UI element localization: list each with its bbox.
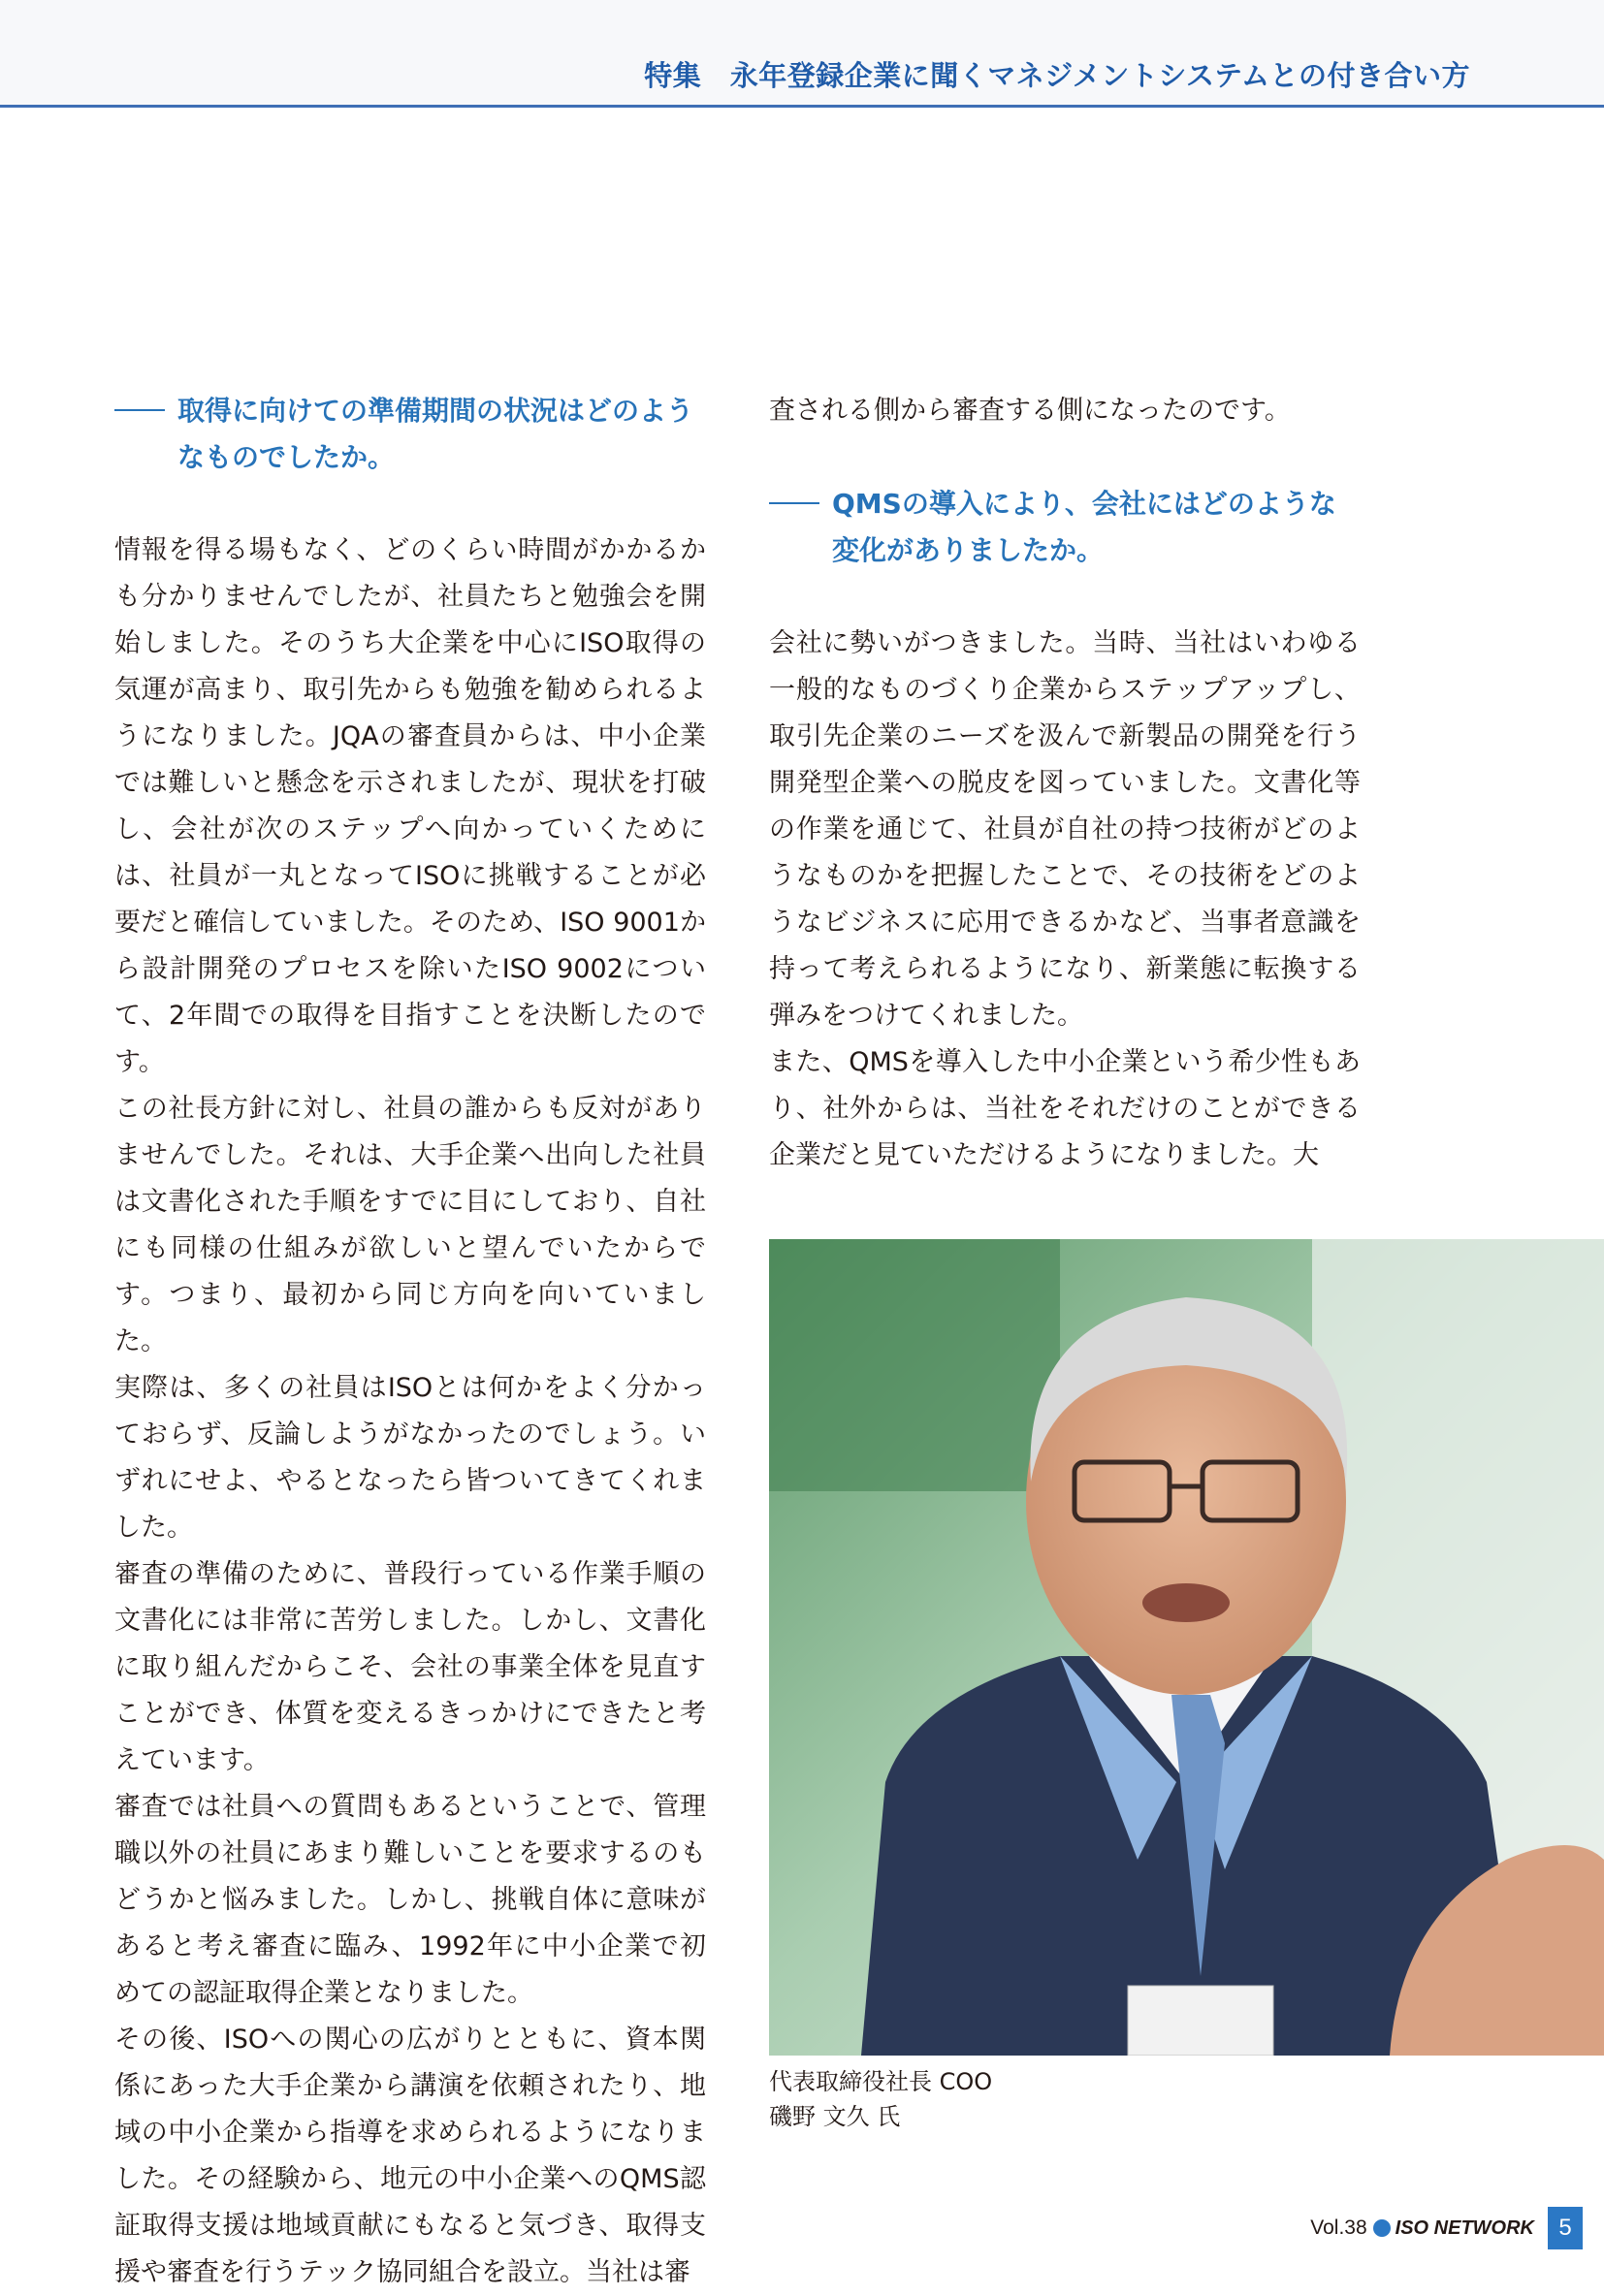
page-number: 5 — [1548, 2207, 1583, 2249]
question-text-1: 取得に向けての準備期間の状況はどのようなものでしたか。 — [177, 395, 694, 473]
spacer — [114, 481, 706, 527]
photo-caption — [769, 2064, 1254, 2134]
portrait-illustration — [769, 1239, 1604, 2056]
footer — [1310, 2207, 1583, 2249]
question-dash — [769, 502, 819, 504]
interview-question-1 — [114, 388, 706, 481]
left-column — [114, 388, 706, 2296]
paragraph: 審査の準備のために、普段行っている作業手順の文書化には非常に苦労しました。しかし、文書化に取り組んだからこそ、会社の事業全体を見直すことができ、体質を変えるきっかけにできたと考えています。 — [114, 1559, 706, 1775]
paragraph: その後、ISOへの関心の広がりとともに、資本関係にあった大手企業から講演を依頼されたり、地域の中小企業から指導を求められるようになりました。その経験から、地元の中小企業へのQMS認証取得支援は地域貢献にもなると気づき、取得支援や審査を行うテック協同組合を設立。当社は審 — [114, 2025, 706, 2287]
paragraph: 実際は、多くの社員はISOとは何かをよく分かっておらず、反論しようがなかったのでしょう。いずれにせよ、やるとなったら皆ついてきてくれました。 — [114, 1373, 706, 1543]
spacer — [769, 434, 1361, 481]
right-column — [769, 388, 1361, 1179]
caption-title: 代表取締役社長 COO — [769, 2068, 993, 2095]
continued-paragraph: 査される側から審査する側になったのです。 — [769, 396, 1291, 426]
footer-volume: Vol.38 — [1310, 2216, 1367, 2239]
paragraph: この社長方針に対し、社員の誰からも反対がありませんでした。それは、大手企業へ出向した社員は文書化された手順をすでに目にしており、自社にも同様の仕組みが欲しいと望んでいたからです。つまり、最初から同じ方向を向いていました。 — [114, 1094, 706, 1356]
interview-question-2 — [769, 481, 1361, 574]
portrait-photo — [769, 1239, 1604, 2056]
caption-name: 磯野 文久 氏 — [769, 2103, 901, 2130]
question-dash — [114, 409, 165, 411]
header-title: 特集 永年登録企業に聞くマネジメントシステムとの付き合い方 — [644, 59, 1470, 92]
bullet-icon — [1373, 2219, 1391, 2237]
paragraph: 審査では社員への質問もあるということで、管理職以外の社員にあまり難しいことを要求するのもどうかと悩みました。しかし、挑戦自体に意味があると考え審査に臨み、1992年に中小企業で初めての認証取得企業となりました。 — [114, 1792, 706, 2008]
header-band — [0, 0, 1604, 108]
spacer — [769, 574, 1361, 621]
paragraph: 会社に勢いがつきました。当時、当社はいわゆる一般的なものづくり企業からステップアップし、取引先企業のニーズを汲んで新製品の開発を行う開発型企業への脱皮を図っていました。文書化等の作業を通じて、社員が自社の持つ技術がどのようなものかを把握したことで、その技術をどのようなビジネスに応用できるかなど、当事者意識を持って考えられるようになり、新業態に転換する弾みをつけてくれました。 — [769, 628, 1361, 1031]
paragraph: 情報を得る場もなく、どのくらい時間がかかるかも分かりませんでしたが、社員たちと勉強会を開始しました。そのうち大企業を中心にISO取得の気運が高まり、取引先からも勉強を勧められるようになりました。JQAの審査員からは、中小企業では難しいと懸念を示されましたが、現状を打破し、会社が次のステップへ向かっていくためには、社員が一丸となってISOに挑戦することが必要だと確信していました。そのため、ISO 9001から設計開発のプロセスを除いたISO 9002について、2年間での取得を目指すことを決断したのです。 — [114, 535, 706, 1077]
footer-brand: ISO NETWORK — [1395, 2216, 1534, 2239]
question-text-2: QMSの導入により、会社にはどのような変化がありましたか。 — [832, 488, 1336, 566]
paragraph: また、QMSを導入した中小企業という希少性もあり、社外からは、当社をそれだけのことができる企業だと見ていただけるようになりました。大 — [769, 1047, 1361, 1170]
